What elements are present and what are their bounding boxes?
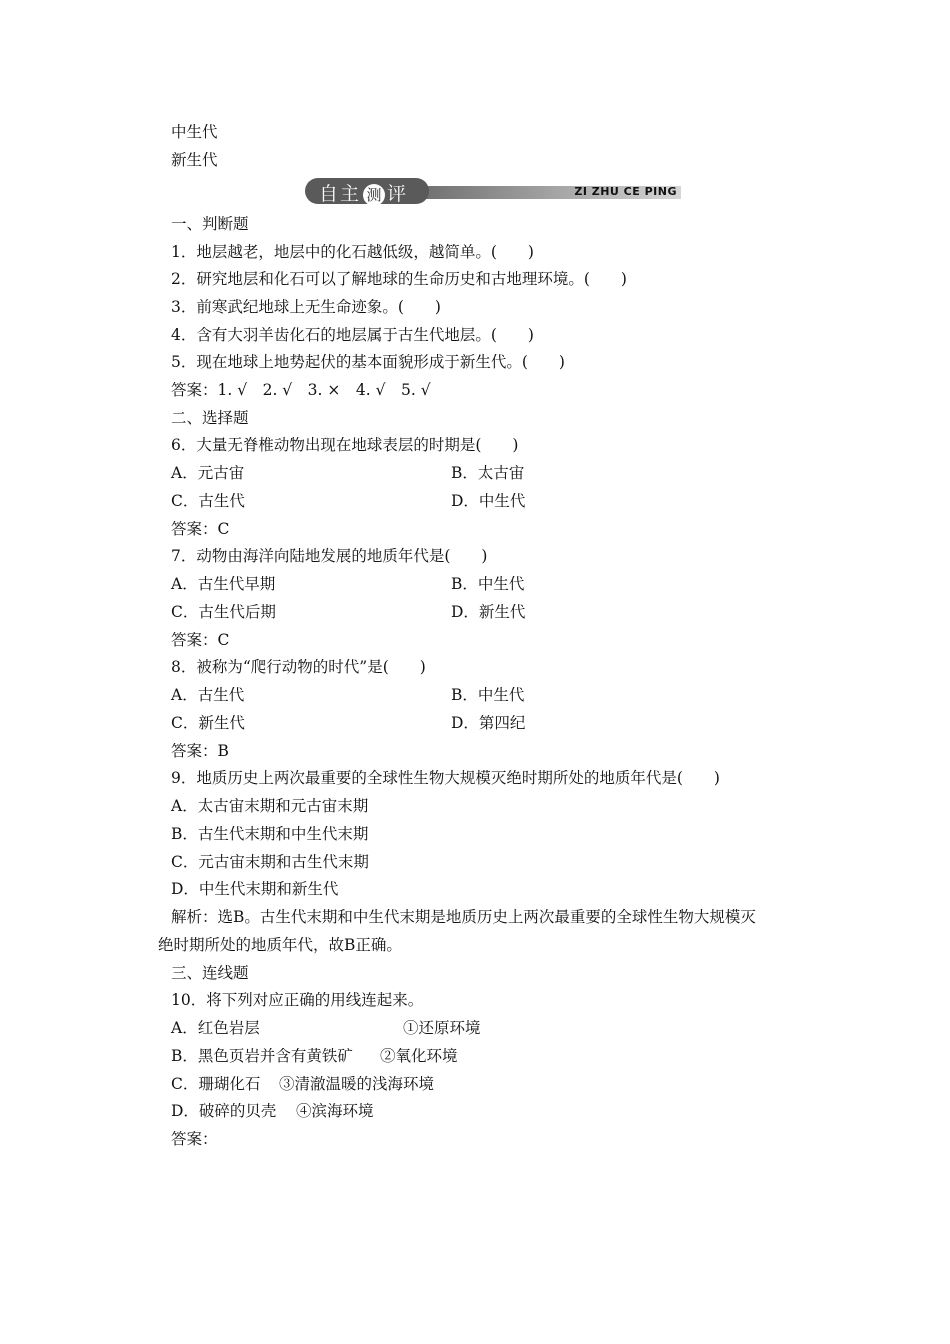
q9-option-a: A．太古宙末期和元古宙末期 — [171, 797, 369, 815]
q6-answer: 答案：C — [171, 520, 230, 538]
q10-row-a-left: A．红色岩层 — [171, 1019, 260, 1037]
banner-ce-circle: 测 — [363, 184, 385, 206]
sec1-item-1: 1．地层越老，地层中的化石越低级，越简单。( ) — [171, 243, 534, 261]
q9-analysis-line-2: 绝时期所处的地质年代，故B正确。 — [158, 936, 402, 954]
q10-answer: 答案： — [171, 1130, 218, 1148]
q6-option-b: B．太古宙 — [451, 464, 525, 482]
banner-english: ZI ZHU CE PING — [574, 185, 677, 198]
q8-option-c: C．新生代 — [171, 714, 245, 732]
q6-stem: 6．大量无脊椎动物出现在地球表层的时期是( ) — [171, 436, 519, 454]
q8-option-b: B．中生代 — [451, 686, 525, 704]
q8-stem: 8．被称为“爬行动物的时代”是( ) — [171, 658, 426, 676]
q10-row-d-right: ④滨海环境 — [296, 1102, 374, 1120]
q10-stem: 10．将下列对应正确的用线连起来。 — [171, 991, 424, 1009]
sec1-item-5: 5．现在地球上地势起伏的基本面貌形成于新生代。( ) — [171, 353, 565, 371]
q6-option-c: C．古生代 — [171, 492, 245, 510]
q7-option-b: B．中生代 — [451, 575, 525, 593]
sec3-title: 三、连线题 — [171, 964, 249, 982]
q7-option-d: D．新生代 — [451, 603, 526, 621]
q10-row-b-right: ②氧化环境 — [380, 1047, 458, 1065]
sec1-item-4: 4．含有大羽羊齿化石的地层属于古生代地层。( ) — [171, 326, 534, 344]
q7-answer: 答案：C — [171, 631, 230, 649]
q6-option-a: A．元古宙 — [171, 464, 245, 482]
sec1-item-2: 2．研究地层和化石可以了解地球的生命历史和古地理环境。( ) — [171, 270, 627, 288]
q9-stem: 9．地质历史上两次最重要的全球性生物大规模灭绝时期所处的地质年代是( ) — [171, 769, 720, 787]
q8-option-a: A．古生代 — [171, 686, 245, 704]
sec1-title: 一、判断题 — [171, 215, 249, 233]
q8-answer: 答案：B — [171, 742, 229, 760]
header-line-2: 新生代 — [171, 151, 218, 169]
q7-option-c: C．古生代后期 — [171, 603, 276, 621]
q10-row-a-right: ①还原环境 — [403, 1019, 481, 1037]
q10-row-c-right: ③清澈温暖的浅海环境 — [279, 1075, 435, 1093]
q9-analysis-line-1: 解析：选B。古生代末期和中生代末期是地质历史上两次最重要的全球性生物大规模灭 — [171, 908, 756, 926]
q8-option-d: D．第四纪 — [451, 714, 526, 732]
sec2-title: 二、选择题 — [171, 409, 249, 427]
sec1-answer: 答案：1. √ 2. √ 3. × 4. √ 5. √ — [171, 381, 431, 399]
q6-option-d: D．中生代 — [451, 492, 526, 510]
sec1-item-3: 3．前寒武纪地球上无生命迹象。( ) — [171, 298, 441, 316]
q10-row-c-left: C．珊瑚化石 — [171, 1075, 261, 1093]
banner-pill — [305, 178, 429, 204]
header-line-1: 中生代 — [171, 123, 218, 141]
q9-option-d: D．中生代末期和新生代 — [171, 880, 339, 898]
q7-stem: 7．动物由海洋向陆地发展的地质年代是( ) — [171, 547, 488, 565]
banner-title: 自主 测 评 — [319, 183, 409, 205]
q7-option-a: A．古生代早期 — [171, 575, 276, 593]
q9-option-b: B．古生代末期和中生代末期 — [171, 825, 369, 843]
section-banner — [305, 178, 683, 204]
q9-option-c: C．元古宙末期和古生代末期 — [171, 853, 369, 871]
q10-row-b-left: B．黑色页岩并含有黄铁矿 — [171, 1047, 353, 1065]
q10-row-d-left: D．破碎的贝壳 — [171, 1102, 277, 1120]
